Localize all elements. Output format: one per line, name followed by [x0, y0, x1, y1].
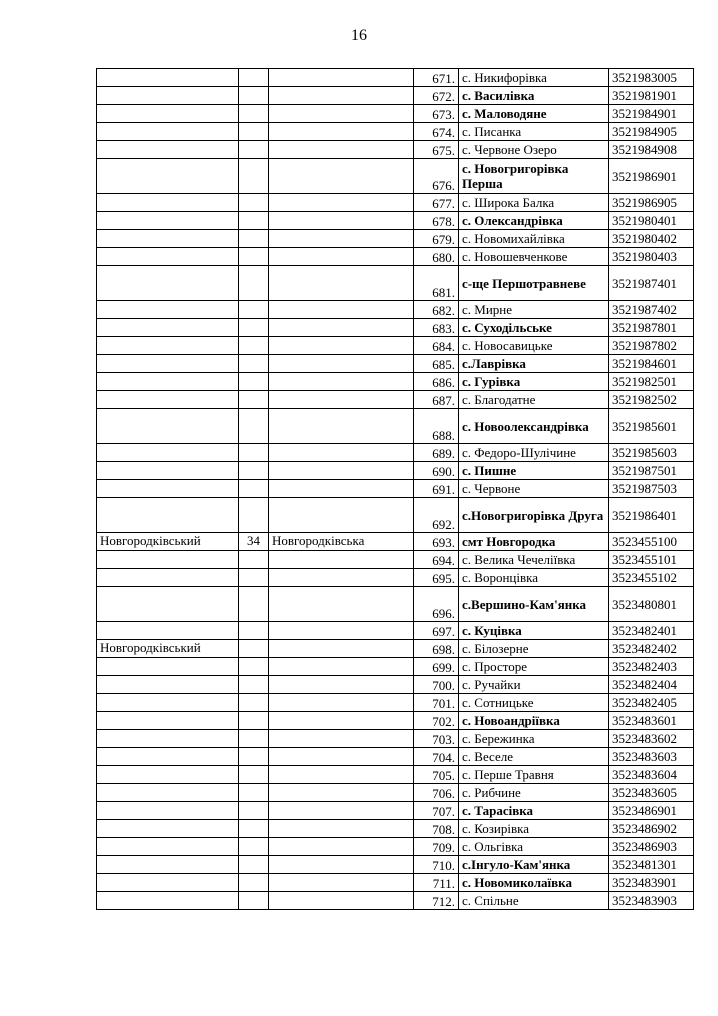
hromada-cell: [269, 784, 414, 802]
settlement-name-cell: с. Перше Травня: [459, 766, 609, 784]
table-row: [97, 391, 694, 409]
row-number-cell: 704.: [414, 748, 459, 766]
number-cell: [239, 444, 269, 462]
koatuu-code-cell: 3523483601: [609, 712, 694, 730]
hromada-cell: Новгородківська: [269, 533, 414, 551]
number-cell: [239, 301, 269, 319]
row-number-cell: 692.: [414, 498, 459, 533]
hromada-cell: [269, 444, 414, 462]
row-number-cell: 687.: [414, 391, 459, 409]
settlement-name-cell: с. Олександрівка: [459, 212, 609, 230]
table-row: [97, 820, 694, 838]
row-number-cell: 705.: [414, 766, 459, 784]
row-number-cell: 671.: [414, 69, 459, 87]
row-number-cell: 709.: [414, 838, 459, 856]
rayon-cell: [97, 123, 239, 141]
hromada-cell: [269, 391, 414, 409]
row-number-cell: 702.: [414, 712, 459, 730]
settlement-name-cell: смт Новгородка: [459, 533, 609, 551]
settlement-name-cell: с. Новомиколаївка: [459, 874, 609, 892]
number-cell: [239, 87, 269, 105]
koatuu-code-cell: 3521981901: [609, 87, 694, 105]
koatuu-code-cell: 3521986905: [609, 194, 694, 212]
table-row: [97, 87, 694, 105]
rayon-cell: [97, 319, 239, 337]
row-number-cell: 699.: [414, 658, 459, 676]
row-number-cell: 686.: [414, 373, 459, 391]
rayon-cell: [97, 551, 239, 569]
table-row: [97, 766, 694, 784]
table-row: [97, 856, 694, 874]
row-number-cell: 708.: [414, 820, 459, 838]
row-number-cell: 696.: [414, 587, 459, 622]
table-row: [97, 159, 694, 194]
table-row: [97, 748, 694, 766]
koatuu-code-cell: 3521984901: [609, 105, 694, 123]
table-row: [97, 640, 694, 658]
rayon-cell: [97, 874, 239, 892]
number-cell: [239, 856, 269, 874]
rayon-cell: [97, 802, 239, 820]
number-cell: [239, 694, 269, 712]
number-cell: [239, 409, 269, 444]
table-row: [97, 784, 694, 802]
table-row: [97, 409, 694, 444]
number-cell: [239, 373, 269, 391]
number-cell: [239, 141, 269, 159]
rayon-cell: [97, 569, 239, 587]
row-number-cell: 703.: [414, 730, 459, 748]
number-cell: 34: [239, 533, 269, 551]
table-row: [97, 874, 694, 892]
hromada-cell: [269, 766, 414, 784]
koatuu-code-cell: 3521987801: [609, 319, 694, 337]
settlement-name-cell: с. Ручайки: [459, 676, 609, 694]
koatuu-code-cell: 3523482404: [609, 676, 694, 694]
number-cell: [239, 230, 269, 248]
hromada-cell: [269, 569, 414, 587]
rayon-cell: [97, 248, 239, 266]
row-number-cell: 698.: [414, 640, 459, 658]
koatuu-code-cell: 3521985601: [609, 409, 694, 444]
table-row: [97, 123, 694, 141]
hromada-cell: [269, 159, 414, 194]
hromada-cell: [269, 856, 414, 874]
number-cell: [239, 551, 269, 569]
koatuu-code-cell: 3523486903: [609, 838, 694, 856]
rayon-cell: Новгородківський: [97, 640, 239, 658]
settlement-name-cell: с-ще Першотравневе: [459, 266, 609, 301]
koatuu-code-cell: 3521980403: [609, 248, 694, 266]
koatuu-code-cell: 3523482405: [609, 694, 694, 712]
settlement-name-cell: с.Вершино-Кам'янка: [459, 587, 609, 622]
settlement-name-cell: с. Писанка: [459, 123, 609, 141]
settlement-name-cell: с. Сотницьке: [459, 694, 609, 712]
hromada-cell: [269, 409, 414, 444]
koatuu-code-cell: 3523482403: [609, 658, 694, 676]
koatuu-code-cell: 3521984905: [609, 123, 694, 141]
number-cell: [239, 248, 269, 266]
number-cell: [239, 676, 269, 694]
rayon-cell: [97, 856, 239, 874]
table-row: [97, 533, 694, 551]
number-cell: [239, 355, 269, 373]
row-number-cell: 688.: [414, 409, 459, 444]
hromada-cell: [269, 838, 414, 856]
rayon-cell: [97, 230, 239, 248]
number-cell: [239, 766, 269, 784]
koatuu-code-cell: 3523483605: [609, 784, 694, 802]
settlement-name-cell: с. Новоандріївка: [459, 712, 609, 730]
hromada-cell: [269, 640, 414, 658]
rayon-cell: [97, 838, 239, 856]
settlement-name-cell: с. Маловодяне: [459, 105, 609, 123]
row-number-cell: 677.: [414, 194, 459, 212]
hromada-cell: [269, 748, 414, 766]
table-row: [97, 676, 694, 694]
hromada-cell: [269, 694, 414, 712]
table-row: [97, 301, 694, 319]
settlement-name-cell: с. Велика Чечеліївка: [459, 551, 609, 569]
table-row: [97, 838, 694, 856]
settlement-name-cell: с. Тарасівка: [459, 802, 609, 820]
settlement-name-cell: с. Веселе: [459, 748, 609, 766]
koatuu-code-cell: 3523483604: [609, 766, 694, 784]
koatuu-code-cell: 3521986901: [609, 159, 694, 194]
hromada-cell: [269, 730, 414, 748]
number-cell: [239, 266, 269, 301]
row-number-cell: 681.: [414, 266, 459, 301]
table-row: [97, 802, 694, 820]
hromada-cell: [269, 212, 414, 230]
row-number-cell: 693.: [414, 533, 459, 551]
rayon-cell: [97, 892, 239, 910]
rayon-cell: [97, 69, 239, 87]
rayon-cell: [97, 87, 239, 105]
koatuu-code-cell: 3523455100: [609, 533, 694, 551]
hromada-cell: [269, 141, 414, 159]
number-cell: [239, 319, 269, 337]
hromada-cell: [269, 337, 414, 355]
hromada-cell: [269, 658, 414, 676]
table-row: [97, 373, 694, 391]
row-number-cell: 682.: [414, 301, 459, 319]
hromada-cell: [269, 551, 414, 569]
table-row: [97, 319, 694, 337]
table-row: [97, 337, 694, 355]
row-number-cell: 710.: [414, 856, 459, 874]
rayon-cell: [97, 355, 239, 373]
number-cell: [239, 587, 269, 622]
settlement-name-cell: с.Інгуло-Кам'янка: [459, 856, 609, 874]
koatuu-code-cell: 3523483603: [609, 748, 694, 766]
settlement-name-cell: с. Новомихайлівка: [459, 230, 609, 248]
row-number-cell: 700.: [414, 676, 459, 694]
rayon-cell: [97, 212, 239, 230]
table-row: [97, 712, 694, 730]
hromada-cell: [269, 892, 414, 910]
number-cell: [239, 159, 269, 194]
table-row: [97, 194, 694, 212]
rayon-cell: [97, 373, 239, 391]
koatuu-code-cell: 3523483903: [609, 892, 694, 910]
row-number-cell: 689.: [414, 444, 459, 462]
table-row: [97, 587, 694, 622]
row-number-cell: 673.: [414, 105, 459, 123]
hromada-cell: [269, 105, 414, 123]
settlements-table: [96, 68, 694, 910]
number-cell: [239, 784, 269, 802]
rayon-cell: [97, 694, 239, 712]
row-number-cell: 676.: [414, 159, 459, 194]
row-number-cell: 701.: [414, 694, 459, 712]
rayon-cell: [97, 462, 239, 480]
row-number-cell: 691.: [414, 480, 459, 498]
row-number-cell: 678.: [414, 212, 459, 230]
settlement-name-cell: с. Бережинка: [459, 730, 609, 748]
number-cell: [239, 802, 269, 820]
settlement-name-cell: с. Новогригорівка Перша: [459, 159, 609, 194]
koatuu-code-cell: 3521986401: [609, 498, 694, 533]
rayon-cell: [97, 391, 239, 409]
row-number-cell: 712.: [414, 892, 459, 910]
row-number-cell: 685.: [414, 355, 459, 373]
table-row: [97, 480, 694, 498]
settlement-name-cell: с. Новосавицьке: [459, 337, 609, 355]
settlement-name-cell: с. Гурівка: [459, 373, 609, 391]
number-cell: [239, 820, 269, 838]
rayon-cell: [97, 676, 239, 694]
table-row: [97, 622, 694, 640]
table-row: [97, 141, 694, 159]
table-row: [97, 248, 694, 266]
settlement-name-cell: с. Никифорівка: [459, 69, 609, 87]
hromada-cell: [269, 874, 414, 892]
number-cell: [239, 69, 269, 87]
settlement-name-cell: с.Новогригорівка Друга: [459, 498, 609, 533]
table-row: [97, 694, 694, 712]
hromada-cell: [269, 301, 414, 319]
rayon-cell: [97, 730, 239, 748]
rayon-cell: [97, 587, 239, 622]
settlement-name-cell: с. Ольгівка: [459, 838, 609, 856]
settlement-name-cell: с. Новоолександрівка: [459, 409, 609, 444]
koatuu-code-cell: 3521987503: [609, 480, 694, 498]
rayon-cell: [97, 337, 239, 355]
hromada-cell: [269, 87, 414, 105]
table-row: [97, 230, 694, 248]
koatuu-code-cell: 3523455101: [609, 551, 694, 569]
number-cell: [239, 838, 269, 856]
koatuu-code-cell: 3523486901: [609, 802, 694, 820]
row-number-cell: 672.: [414, 87, 459, 105]
settlement-name-cell: с. Благодатне: [459, 391, 609, 409]
rayon-cell: [97, 622, 239, 640]
koatuu-code-cell: 3523482402: [609, 640, 694, 658]
row-number-cell: 683.: [414, 319, 459, 337]
settlement-name-cell: с. Федоро-Шулічине: [459, 444, 609, 462]
rayon-cell: [97, 266, 239, 301]
settlement-name-cell: с. Білозерне: [459, 640, 609, 658]
koatuu-code-cell: 3521983005: [609, 69, 694, 87]
row-number-cell: 694.: [414, 551, 459, 569]
settlement-name-cell: с.Лаврівка: [459, 355, 609, 373]
koatuu-code-cell: 3521987501: [609, 462, 694, 480]
number-cell: [239, 658, 269, 676]
settlement-name-cell: с. Широка Балка: [459, 194, 609, 212]
koatuu-code-cell: 3521980402: [609, 230, 694, 248]
number-cell: [239, 622, 269, 640]
number-cell: [239, 874, 269, 892]
koatuu-code-cell: 3523480801: [609, 587, 694, 622]
hromada-cell: [269, 622, 414, 640]
settlement-name-cell: с. Спільне: [459, 892, 609, 910]
settlement-name-cell: с. Червоне: [459, 480, 609, 498]
row-number-cell: 695.: [414, 569, 459, 587]
koatuu-code-cell: 3521982502: [609, 391, 694, 409]
table-row: [97, 69, 694, 87]
number-cell: [239, 194, 269, 212]
table-row: [97, 355, 694, 373]
row-number-cell: 690.: [414, 462, 459, 480]
hromada-cell: [269, 802, 414, 820]
koatuu-code-cell: 3523481301: [609, 856, 694, 874]
hromada-cell: [269, 462, 414, 480]
hromada-cell: [269, 676, 414, 694]
table-row: [97, 658, 694, 676]
settlement-name-cell: с. Просторе: [459, 658, 609, 676]
number-cell: [239, 212, 269, 230]
hromada-cell: [269, 230, 414, 248]
number-cell: [239, 569, 269, 587]
table-row: [97, 569, 694, 587]
koatuu-code-cell: 3521987401: [609, 266, 694, 301]
rayon-cell: [97, 444, 239, 462]
koatuu-code-cell: 3523455102: [609, 569, 694, 587]
row-number-cell: 684.: [414, 337, 459, 355]
koatuu-code-cell: 3523482401: [609, 622, 694, 640]
table-row: [97, 105, 694, 123]
number-cell: [239, 730, 269, 748]
rayon-cell: [97, 105, 239, 123]
number-cell: [239, 105, 269, 123]
table-row: [97, 212, 694, 230]
rayon-cell: [97, 480, 239, 498]
hromada-cell: [269, 123, 414, 141]
number-cell: [239, 892, 269, 910]
settlement-name-cell: с. Воронцівка: [459, 569, 609, 587]
koatuu-code-cell: 3521984908: [609, 141, 694, 159]
hromada-cell: [269, 69, 414, 87]
settlement-name-cell: с. Суходільське: [459, 319, 609, 337]
row-number-cell: 697.: [414, 622, 459, 640]
rayon-cell: [97, 784, 239, 802]
hromada-cell: [269, 480, 414, 498]
hromada-cell: [269, 498, 414, 533]
row-number-cell: 679.: [414, 230, 459, 248]
row-number-cell: 680.: [414, 248, 459, 266]
number-cell: [239, 462, 269, 480]
koatuu-code-cell: 3521987802: [609, 337, 694, 355]
number-cell: [239, 748, 269, 766]
settlement-name-cell: с. Мирне: [459, 301, 609, 319]
number-cell: [239, 640, 269, 658]
hromada-cell: [269, 712, 414, 730]
koatuu-code-cell: 3523483901: [609, 874, 694, 892]
rayon-cell: [97, 409, 239, 444]
koatuu-code-cell: 3523483602: [609, 730, 694, 748]
settlement-name-cell: с. Козирівка: [459, 820, 609, 838]
table-row: [97, 462, 694, 480]
rayon-cell: [97, 301, 239, 319]
koatuu-code-cell: 3521980401: [609, 212, 694, 230]
table-row: [97, 498, 694, 533]
hromada-cell: [269, 373, 414, 391]
row-number-cell: 675.: [414, 141, 459, 159]
rayon-cell: Новгородківський: [97, 533, 239, 551]
koatuu-code-cell: 3521984601: [609, 355, 694, 373]
table-row: [97, 551, 694, 569]
table-row: [97, 266, 694, 301]
row-number-cell: 711.: [414, 874, 459, 892]
row-number-cell: 707.: [414, 802, 459, 820]
settlement-name-cell: с. Куцівка: [459, 622, 609, 640]
hromada-cell: [269, 820, 414, 838]
rayon-cell: [97, 194, 239, 212]
rayon-cell: [97, 766, 239, 784]
settlement-name-cell: с. Червоне Озеро: [459, 141, 609, 159]
hromada-cell: [269, 194, 414, 212]
hromada-cell: [269, 587, 414, 622]
koatuu-code-cell: 3521987402: [609, 301, 694, 319]
number-cell: [239, 123, 269, 141]
hromada-cell: [269, 319, 414, 337]
rayon-cell: [97, 820, 239, 838]
settlement-name-cell: с. Новошевченкове: [459, 248, 609, 266]
koatuu-code-cell: 3521982501: [609, 373, 694, 391]
rayon-cell: [97, 159, 239, 194]
hromada-cell: [269, 248, 414, 266]
rayon-cell: [97, 712, 239, 730]
table-row: [97, 892, 694, 910]
table-row: [97, 444, 694, 462]
koatuu-code-cell: 3521985603: [609, 444, 694, 462]
rayon-cell: [97, 658, 239, 676]
number-cell: [239, 337, 269, 355]
hromada-cell: [269, 355, 414, 373]
rayon-cell: [97, 748, 239, 766]
number-cell: [239, 391, 269, 409]
number-cell: [239, 712, 269, 730]
settlement-name-cell: с. Пишне: [459, 462, 609, 480]
row-number-cell: 706.: [414, 784, 459, 802]
row-number-cell: 674.: [414, 123, 459, 141]
number-cell: [239, 498, 269, 533]
settlement-name-cell: с. Рибчине: [459, 784, 609, 802]
koatuu-code-cell: 3523486902: [609, 820, 694, 838]
settlement-name-cell: с. Василівка: [459, 87, 609, 105]
page-number: 16: [351, 27, 367, 44]
rayon-cell: [97, 141, 239, 159]
hromada-cell: [269, 266, 414, 301]
table-row: [97, 730, 694, 748]
number-cell: [239, 480, 269, 498]
rayon-cell: [97, 498, 239, 533]
